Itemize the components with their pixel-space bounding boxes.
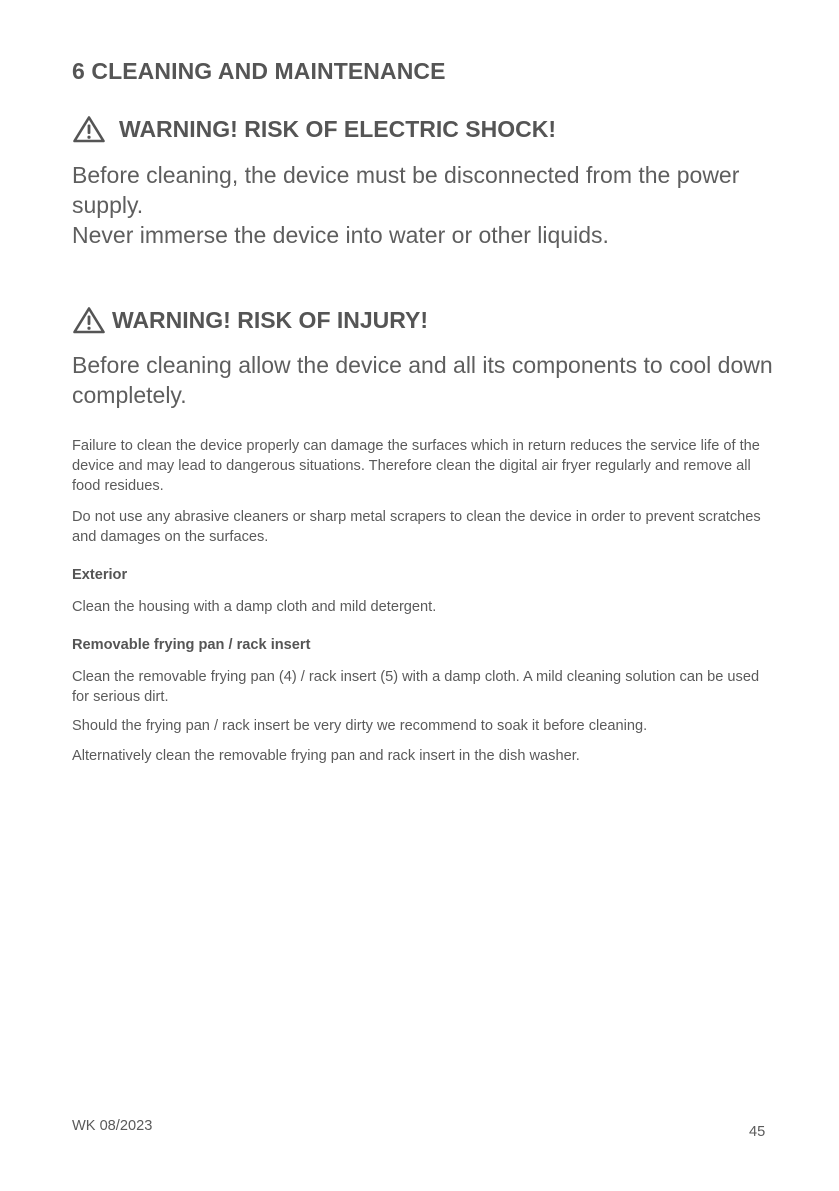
warning-line: Never immerse the device into water or other liquids. [72,222,609,248]
warning-line: Before cleaning, the device must be disconnected from the power supply. [72,162,740,218]
warning-triangle-icon [72,114,106,144]
paragraph-abrasive-cleaners: Do not use any abrasive cleaners or sharp metal scrapers to clean the device in order to prevent scratches and damages on the surfaces. [72,509,761,545]
warning-triangle-icon [72,305,106,335]
paragraph-removable-clean: Clean the removable frying pan (4) / rack insert (5) with a damp cloth. A mild cleaning solution can be used for serious dirt. [72,669,760,705]
warning-heading-text: WARNING! RISK OF INJURY! [112,306,429,333]
paragraph-exterior: Clean the housing with a damp cloth and mild detergent. [72,599,437,615]
page-number: 45 [749,1124,766,1140]
warning-heading-text: WARNING! RISK OF ELECTRIC SHOCK! [119,115,556,142]
subheading-removable-frying-pan: Removable frying pan / rack insert [72,637,311,653]
warning-text-injury [72,350,792,410]
paragraph-failure-to-clean: Failure to clean the device properly can damage the surfaces which in return reduces the service life of the device and may lead to dangerous situations. Therefore clean the digital air fryer regularly and remove all food residues. [72,438,760,494]
footer-document-code: WK 08/2023 [72,1118,153,1134]
warning-line: Before cleaning allow the device and all its components to cool down completely. [72,352,773,408]
warning-text-electric-shock [72,160,792,250]
paragraph-removable-soak: Should the frying pan / rack insert be very dirty we recommend to soak it before cleaning. [72,718,648,734]
paragraph-removable-dishwasher: Alternatively clean the removable frying pan and rack insert in the dish washer. [72,748,580,764]
subheading-exterior: Exterior [72,567,128,583]
section-title: 6 CLEANING AND MAINTENANCE [72,58,446,84]
warning-heading-electric-shock [72,114,556,144]
warning-heading-injury [72,305,428,335]
